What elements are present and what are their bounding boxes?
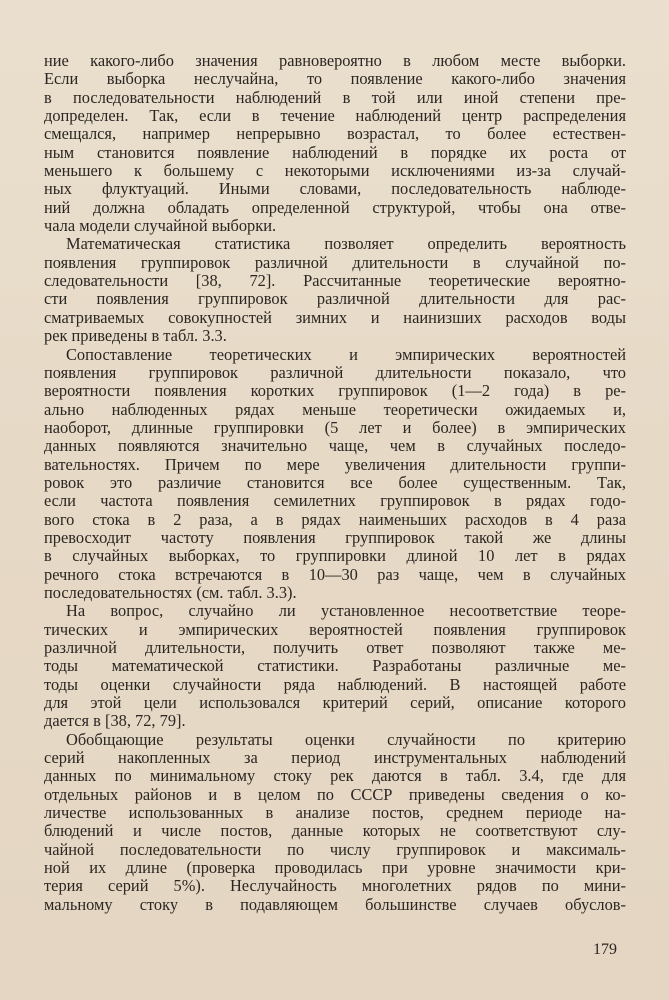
text-line: различной длительности, получить ответ позволяют также ме-: [44, 639, 626, 657]
text-line: Математическая статистика позволяет определить вероятность: [66, 235, 626, 254]
text-line: отдельных районов и в целом по СССР приведены сведения о ко-: [44, 785, 626, 804]
text-line: ровок это различие становится все более существенным. Так,: [44, 473, 626, 492]
page-number: 179: [593, 941, 617, 958]
text-line: меньшего к большему с некоторыми исключениями из-за случай-: [44, 162, 626, 181]
text-line: ние какого-либо значения равновероятно в любом месте выборки.: [44, 52, 626, 70]
text-line: появления группировок различной длительности показало, что: [44, 363, 626, 382]
text-line: появления группировок различной длительности в случайной по-: [44, 253, 626, 272]
text-line: вероятности появления коротких группировок (1—2 года) в ре-: [44, 382, 626, 401]
text-line: Обобщающие результаты оценки случайности по критерию: [66, 730, 626, 749]
text-line: блюдений и числе постов, данные которых не соответствуют слу-: [44, 822, 626, 841]
text-line: вого стока в 2 раза, а в рядах наименьших расходов в 4 раза: [44, 510, 626, 529]
paragraph: [44, 731, 626, 914]
paragraph: [44, 346, 626, 603]
text-line: сти появления группировок различной длительности для рас-: [44, 290, 626, 309]
text-line: чала модели случайной выборки.: [44, 217, 277, 236]
paragraph: [44, 52, 626, 235]
text-line: личестве использованных в анализе постов, среднем периоде на-: [44, 804, 626, 823]
text-line: если частота появления семилетних группировок в рядах годо-: [44, 492, 626, 511]
text-line: дается в [38, 72, 79].: [44, 712, 186, 731]
text-line: последовательностях (см. табл. 3.3).: [44, 583, 297, 602]
text-line: серий накопленных за период инструментальных наблюдений: [44, 749, 626, 768]
text-line: тоды математической статистики. Разработаны различные ме-: [44, 657, 626, 676]
text-line: терия серий 5%). Неслучайность многолетних рядов по мини-: [44, 877, 626, 896]
text-line: сматриваемых совокупностей зимних и наинизших расходов воды: [44, 308, 626, 327]
text-line: в случайных выборках, то группировки длиной 10 лет в рядах: [44, 547, 626, 566]
text-line: допределен. Так, если в течение наблюдений центр распределения: [44, 107, 626, 126]
text-line: тических и эмпирических вероятностей появления группировок: [44, 620, 626, 639]
text-line: превосходит частоту появления группировок такой же длины: [44, 528, 626, 547]
text-line: чайной последовательности по числу группировок и максималь-: [44, 840, 626, 859]
paragraph: [44, 602, 626, 730]
text-line: данных по минимальному стоку рек даются в табл. 3.4, где для: [44, 767, 626, 786]
body-text: [44, 52, 626, 914]
text-line: Сопоставление теоретических и эмпирических вероятностей: [66, 345, 626, 364]
text-line: следовательности [38, 72]. Рассчитанные теоретические вероятно-: [44, 272, 626, 291]
text-line: для этой цели использовался критерий серий, описание которого: [44, 694, 626, 713]
text-line: смещался, например непрерывно возрастал, то более естествен-: [44, 125, 626, 144]
text-line: ний должна обладать определенной структурой, чтобы она отве-: [44, 198, 626, 217]
text-line: Если выборка неслучайна, то появление какого-либо значения: [44, 70, 626, 89]
text-line: ных флуктуаций. Иными словами, последовательность наблюде-: [44, 180, 626, 199]
text-line: данных появляются значительно чаще, чем в случайных последо-: [44, 437, 626, 456]
paragraph: [44, 235, 626, 345]
text-line: в последовательности наблюдений в той или иной степени пре-: [44, 88, 626, 107]
text-line: речного стока встречаются в 10—30 раз чаще, чем в случайных: [44, 565, 626, 584]
text-line: вательностях. Причем по мере увеличения длительности группи-: [44, 455, 626, 474]
text-line: ной их длине (проверка проводилась при уровне значимости кри-: [44, 859, 626, 878]
text-line: тоды оценки случайности ряда наблюдений. В настоящей работе: [44, 675, 626, 694]
text-line: наоборот, длинные группировки (5 лет и более) в эмпирических: [44, 418, 626, 437]
text-line: На вопрос, случайно ли установленное несоответствие теоре-: [66, 602, 626, 621]
text-line: ально наблюденных рядах меньше теоретически ожидаемых и,: [44, 400, 626, 419]
text-line: рек приведены в табл. 3.3.: [44, 327, 227, 346]
text-line: мальному стоку в подавляющем большинстве случаев обуслов-: [44, 895, 626, 914]
text-line: ным становится появление наблюдений в порядке их роста от: [44, 143, 626, 162]
